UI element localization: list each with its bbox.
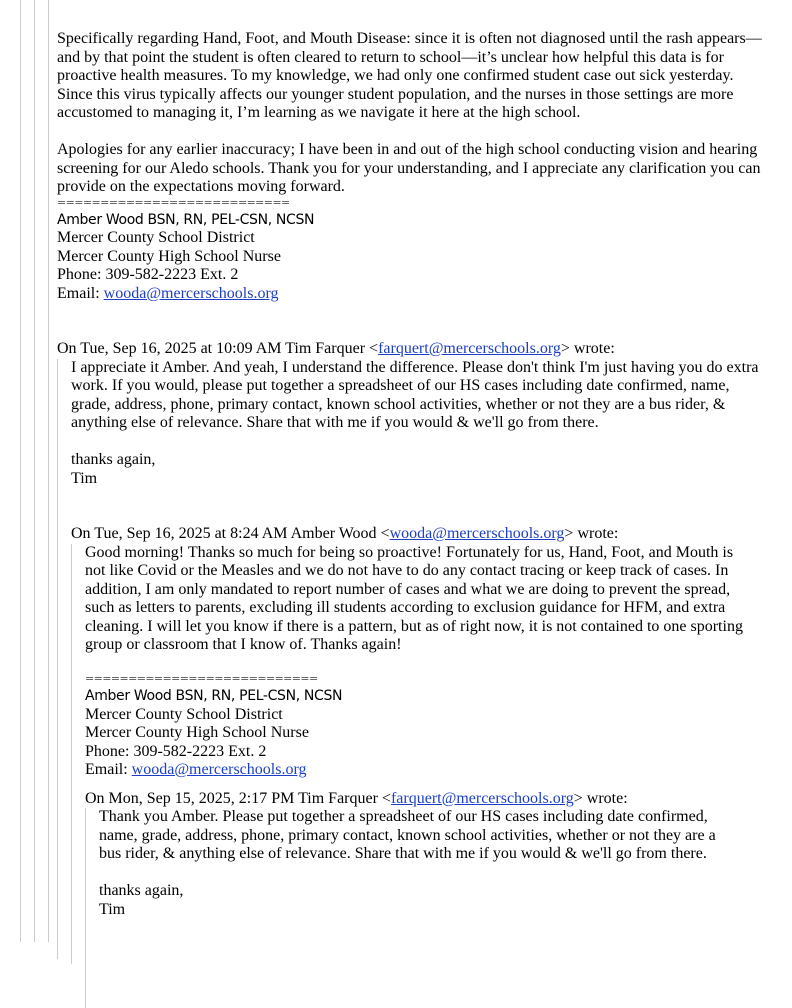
message-paragraph: Apologies for any earlier inaccuracy; I have been in and out of the high school conducting vision and hearing screening for our Aledo schools. Thank you for your understanding, and I appreciate any clarification you can provide on the expectations moving forward. bbox=[57, 141, 761, 195]
signature-name: Amber Wood BSN, RN, PEL-CSN, NCSN bbox=[85, 688, 343, 704]
attribution-suffix: > wrote: bbox=[564, 525, 619, 542]
signoff: Tim bbox=[99, 900, 126, 918]
attribution-email-link[interactable]: wooda@mercerschools.org bbox=[389, 525, 565, 542]
message-paragraph: Good morning! Thanks so much for being so proactive! Fortunately for us, Hand, Foot, and Mouth is not like Covid or the Measles and we do not have to do any contact tracing or keep track of cases. In addition, I am only mandated to report number of cases and what we are doing to prevent the spread, such as letters to parents, excluding ill students according to exclusion guidance for HFM, and extra cleaning. I will let you know if there is a pattern, but as of right now, it is not contained to one sporting group or classroom that I know of. Thanks again! bbox=[85, 543, 743, 653]
message-paragraph: I appreciate it Amber. And yeah, I understand the difference. Please don't think I'm just having you do extra work. If you would, please put together a spreadsheet of our HS cases including date confirmed, name, grade, address, phone, primary contact, known school activities, whether or not they are a bus rider, & anything else of relevance. Share that with me if you would & we'll go from there. bbox=[71, 358, 759, 431]
signature-email-link[interactable]: wooda@mercerschools.org bbox=[103, 284, 279, 302]
signature-separator: =========================== bbox=[85, 673, 318, 685]
signature-title: Mercer County High School Nurse bbox=[85, 724, 309, 741]
message-paragraph: Thank you Amber. Please put together a spreadsheet of our HS cases including date confirmed, name, grade, address, phone, primary contact, known school activities, whether or not they are a bus rider, & anything else of relevance. Share that with me if you would & we'll go from there. bbox=[99, 808, 716, 862]
signature-phone: Phone: 309-582-2223 Ext. 2 bbox=[85, 742, 267, 760]
signature-email-link[interactable]: wooda@mercerschools.org bbox=[131, 761, 307, 778]
signature-phone: Phone: 309-582-2223 Ext. 2 bbox=[57, 266, 239, 283]
attribution-email-link[interactable]: farquert@mercerschools.org bbox=[390, 789, 574, 807]
quote-attribution bbox=[57, 340, 792, 359]
quote-level-2 bbox=[34, 0, 792, 942]
signature-email-line bbox=[85, 761, 752, 780]
quote-attribution bbox=[71, 525, 761, 544]
attribution-text: On Tue, Sep 16, 2025 at 10:09 AM Tim Farquer < bbox=[57, 340, 379, 357]
top-message bbox=[57, 0, 769, 303]
attribution-text: On Tue, Sep 16, 2025 at 8:24 AM Amber Wood < bbox=[71, 525, 390, 542]
signature-name: Amber Wood BSN, RN, PEL-CSN, NCSN bbox=[57, 211, 315, 228]
quote-level-4 bbox=[57, 359, 761, 959]
quote-level-3 bbox=[48, 0, 792, 942]
quote-level-1 bbox=[20, 0, 792, 942]
quote-level-6 bbox=[85, 808, 739, 1008]
attribution-suffix: > wrote: bbox=[573, 789, 628, 807]
signature-block bbox=[85, 673, 752, 780]
signature-title: Mercer County High School Nurse bbox=[57, 247, 281, 265]
signature-email-label: Email: bbox=[85, 761, 132, 778]
attribution-text: On Mon, Sep 15, 2025, 2:17 PM Tim Farquer < bbox=[85, 789, 391, 807]
closing-line: thanks again, bbox=[71, 451, 156, 468]
signature-block bbox=[57, 197, 769, 304]
message-paragraph: Specifically regarding Hand, Foot, and Mouth Disease: since it is often not diagnosed until the rash appears—and by that point the student is often cleared to return to school—it’s unclear how helpful this data is for proactive health measures. To my knowledge, we had only one confirmed student case out sick yesterday. Since this virus typically affects our younger student population, and the nurses in those settings are more accustomed to managing it, I’m learning as we navigate it here at the high school. bbox=[57, 30, 762, 121]
attribution-suffix: > wrote: bbox=[560, 340, 615, 357]
signature-email-label: Email: bbox=[57, 284, 104, 302]
closing-line: thanks again, bbox=[99, 882, 184, 899]
attribution-email-link[interactable]: farquert@mercerschools.org bbox=[378, 340, 561, 357]
signoff: Tim bbox=[71, 469, 98, 487]
signature-organization: Mercer County School District bbox=[85, 705, 283, 723]
signature-organization: Mercer County School District bbox=[57, 229, 255, 246]
signature-email-line bbox=[57, 285, 769, 304]
signature-separator: =========================== bbox=[57, 196, 290, 209]
quote-level-5 bbox=[71, 544, 752, 964]
quote-attribution bbox=[85, 790, 752, 809]
